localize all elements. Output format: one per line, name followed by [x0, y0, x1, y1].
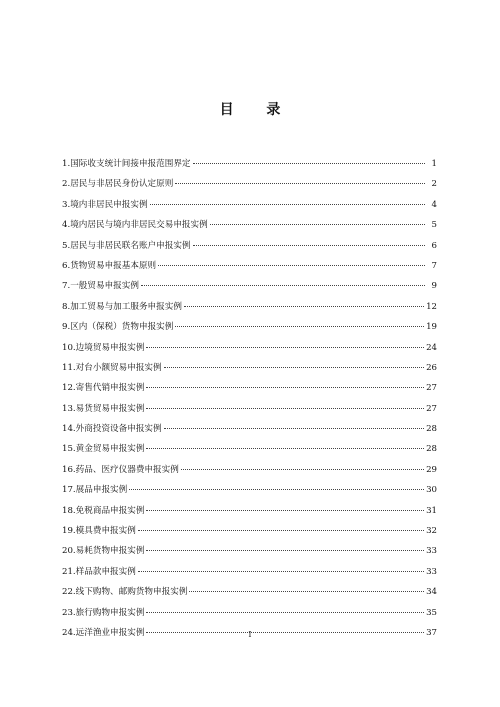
toc-entry-title: 16.药品、医疗仪器费申报实例: [62, 464, 179, 475]
toc-entry-title: 14.外商投资设备申报实例: [62, 424, 162, 435]
toc-entry[interactable]: [62, 320, 437, 340]
toc-entry-title: 10.边境贸易申报实例: [62, 342, 145, 353]
toc-entry[interactable]: [62, 442, 437, 462]
toc-dot-leader: [175, 326, 424, 327]
toc-dot-leader: [181, 469, 424, 470]
toc-entry-title: 15.黄金贸易申报实例: [62, 444, 145, 455]
toc-entry-title: 23.旅行购物申报实例: [62, 607, 145, 618]
toc-entry-title: 1.国际收支统计间接申报范围界定: [62, 159, 191, 169]
toc-entry-title: 7.一般贸易申报实例: [62, 281, 139, 292]
toc-dot-leader: [146, 550, 424, 551]
toc-entry[interactable]: [62, 361, 437, 381]
page-title: 目 录: [219, 102, 295, 118]
toc-dot-leader: [138, 571, 424, 572]
toc-entry[interactable]: [62, 341, 437, 361]
toc-dot-leader: [184, 306, 424, 307]
table-of-contents: [62, 157, 437, 646]
toc-entry-page-number: 30: [426, 485, 437, 496]
toc-dot-leader: [146, 408, 424, 409]
toc-entry-page-number: 33: [426, 566, 437, 577]
toc-entry[interactable]: [62, 463, 437, 483]
toc-entry[interactable]: [62, 483, 437, 503]
toc-entry-page-number: 37: [426, 627, 437, 638]
toc-entry[interactable]: [62, 524, 437, 544]
toc-dot-leader: [129, 489, 424, 490]
toc-entry[interactable]: [62, 279, 437, 299]
toc-entry-page-number: 12: [426, 301, 437, 312]
toc-entry-page-number: 28: [426, 424, 437, 435]
toc-entry[interactable]: [62, 259, 437, 279]
toc-entry-page-number: 27: [426, 403, 437, 414]
toc-dot-leader: [193, 245, 425, 246]
toc-entry-title: 17.展品申报实例: [62, 485, 128, 496]
toc-entry-title: 6.货物贸易申报基本原则: [62, 260, 157, 271]
toc-entry-page-number: 28: [426, 444, 437, 455]
toc-dot-leader: [141, 285, 425, 286]
toc-dot-leader: [146, 347, 424, 348]
toc-entry[interactable]: [62, 381, 437, 401]
toc-entry-title: 11.对台小额贸易申报实例: [62, 362, 162, 373]
toc-entry[interactable]: [62, 157, 437, 177]
toc-entry-page-number: 26: [426, 362, 437, 373]
toc-dot-leader: [146, 448, 424, 449]
toc-entry-title: 4.境内居民与境内非居民交易申报实例: [62, 220, 208, 231]
toc-entry-page-number: 24: [426, 342, 437, 353]
toc-entry-page-number: 5: [431, 220, 437, 231]
toc-dot-leader: [175, 183, 425, 184]
toc-entry-title: 18.免税商品申报实例: [62, 505, 145, 516]
toc-entry-page-number: 4: [431, 199, 437, 210]
toc-entry-page-number: 29: [426, 464, 437, 475]
toc-entry-title: 3.境内非居民申报实例: [62, 199, 148, 210]
toc-dot-leader: [146, 510, 424, 511]
toc-dot-leader: [146, 612, 424, 613]
toc-entry-title: 12.寄售代销申报实例: [62, 383, 145, 394]
toc-dot-leader: [164, 428, 424, 429]
toc-entry-title: 20.易耗货物申报实例: [62, 546, 145, 557]
toc-entry-page-number: 7: [431, 260, 437, 271]
toc-entry-title: 9.区内（保税）货物申报实例: [62, 322, 174, 333]
toc-entry[interactable]: [62, 218, 437, 238]
toc-entry-page-number: 19: [426, 322, 437, 333]
toc-entry-page-number: 35: [426, 607, 437, 618]
toc-dot-leader: [193, 163, 425, 164]
toc-entry[interactable]: [62, 422, 437, 442]
toc-entry-title: 13.易货贸易申报实例: [62, 403, 145, 414]
toc-dot-leader: [138, 530, 424, 531]
toc-entry-page-number: 27: [426, 383, 437, 394]
toc-entry[interactable]: [62, 544, 437, 564]
toc-entry-title: 24.远洋渔业申报实例: [62, 627, 145, 638]
toc-entry-title: 22.线下购物、邮购货物申报实例: [62, 587, 188, 598]
toc-dot-leader: [210, 224, 425, 225]
toc-entry[interactable]: [62, 239, 437, 259]
toc-entry-title: 5.居民与非居民联名账户申报实例: [62, 240, 191, 251]
toc-entry-title: 21.样品款申报实例: [62, 566, 136, 577]
toc-entry-page-number: 2: [431, 179, 437, 190]
toc-dot-leader: [158, 265, 425, 266]
toc-entry[interactable]: [62, 606, 437, 626]
toc-entry-page-number: 34: [426, 587, 437, 598]
toc-entry[interactable]: [62, 585, 437, 605]
toc-entry[interactable]: [62, 565, 437, 585]
toc-entry-page-number: 6: [431, 240, 437, 251]
toc-entry-title: 8.加工贸易与加工服务申报实例: [62, 301, 182, 312]
toc-entry[interactable]: [62, 198, 437, 218]
toc-entry-page-number: 31: [426, 505, 437, 516]
toc-entry[interactable]: [62, 177, 437, 197]
page-number: I: [248, 630, 252, 639]
toc-entry-title: 2.居民与非居民身份认定原则: [62, 179, 174, 190]
toc-entry[interactable]: [62, 504, 437, 524]
toc-entry-page-number: 1: [431, 159, 437, 169]
toc-entry-page-number: 9: [431, 281, 437, 292]
toc-dot-leader: [150, 204, 425, 205]
toc-entry-page-number: 33: [426, 546, 437, 557]
toc-entry-title: 19.模具费申报实例: [62, 526, 136, 537]
toc-dot-leader: [146, 387, 424, 388]
toc-dot-leader: [189, 591, 424, 592]
toc-entry[interactable]: [62, 300, 437, 320]
toc-dot-leader: [164, 367, 424, 368]
toc-entry-page-number: 32: [426, 526, 437, 537]
toc-entry[interactable]: [62, 402, 437, 422]
